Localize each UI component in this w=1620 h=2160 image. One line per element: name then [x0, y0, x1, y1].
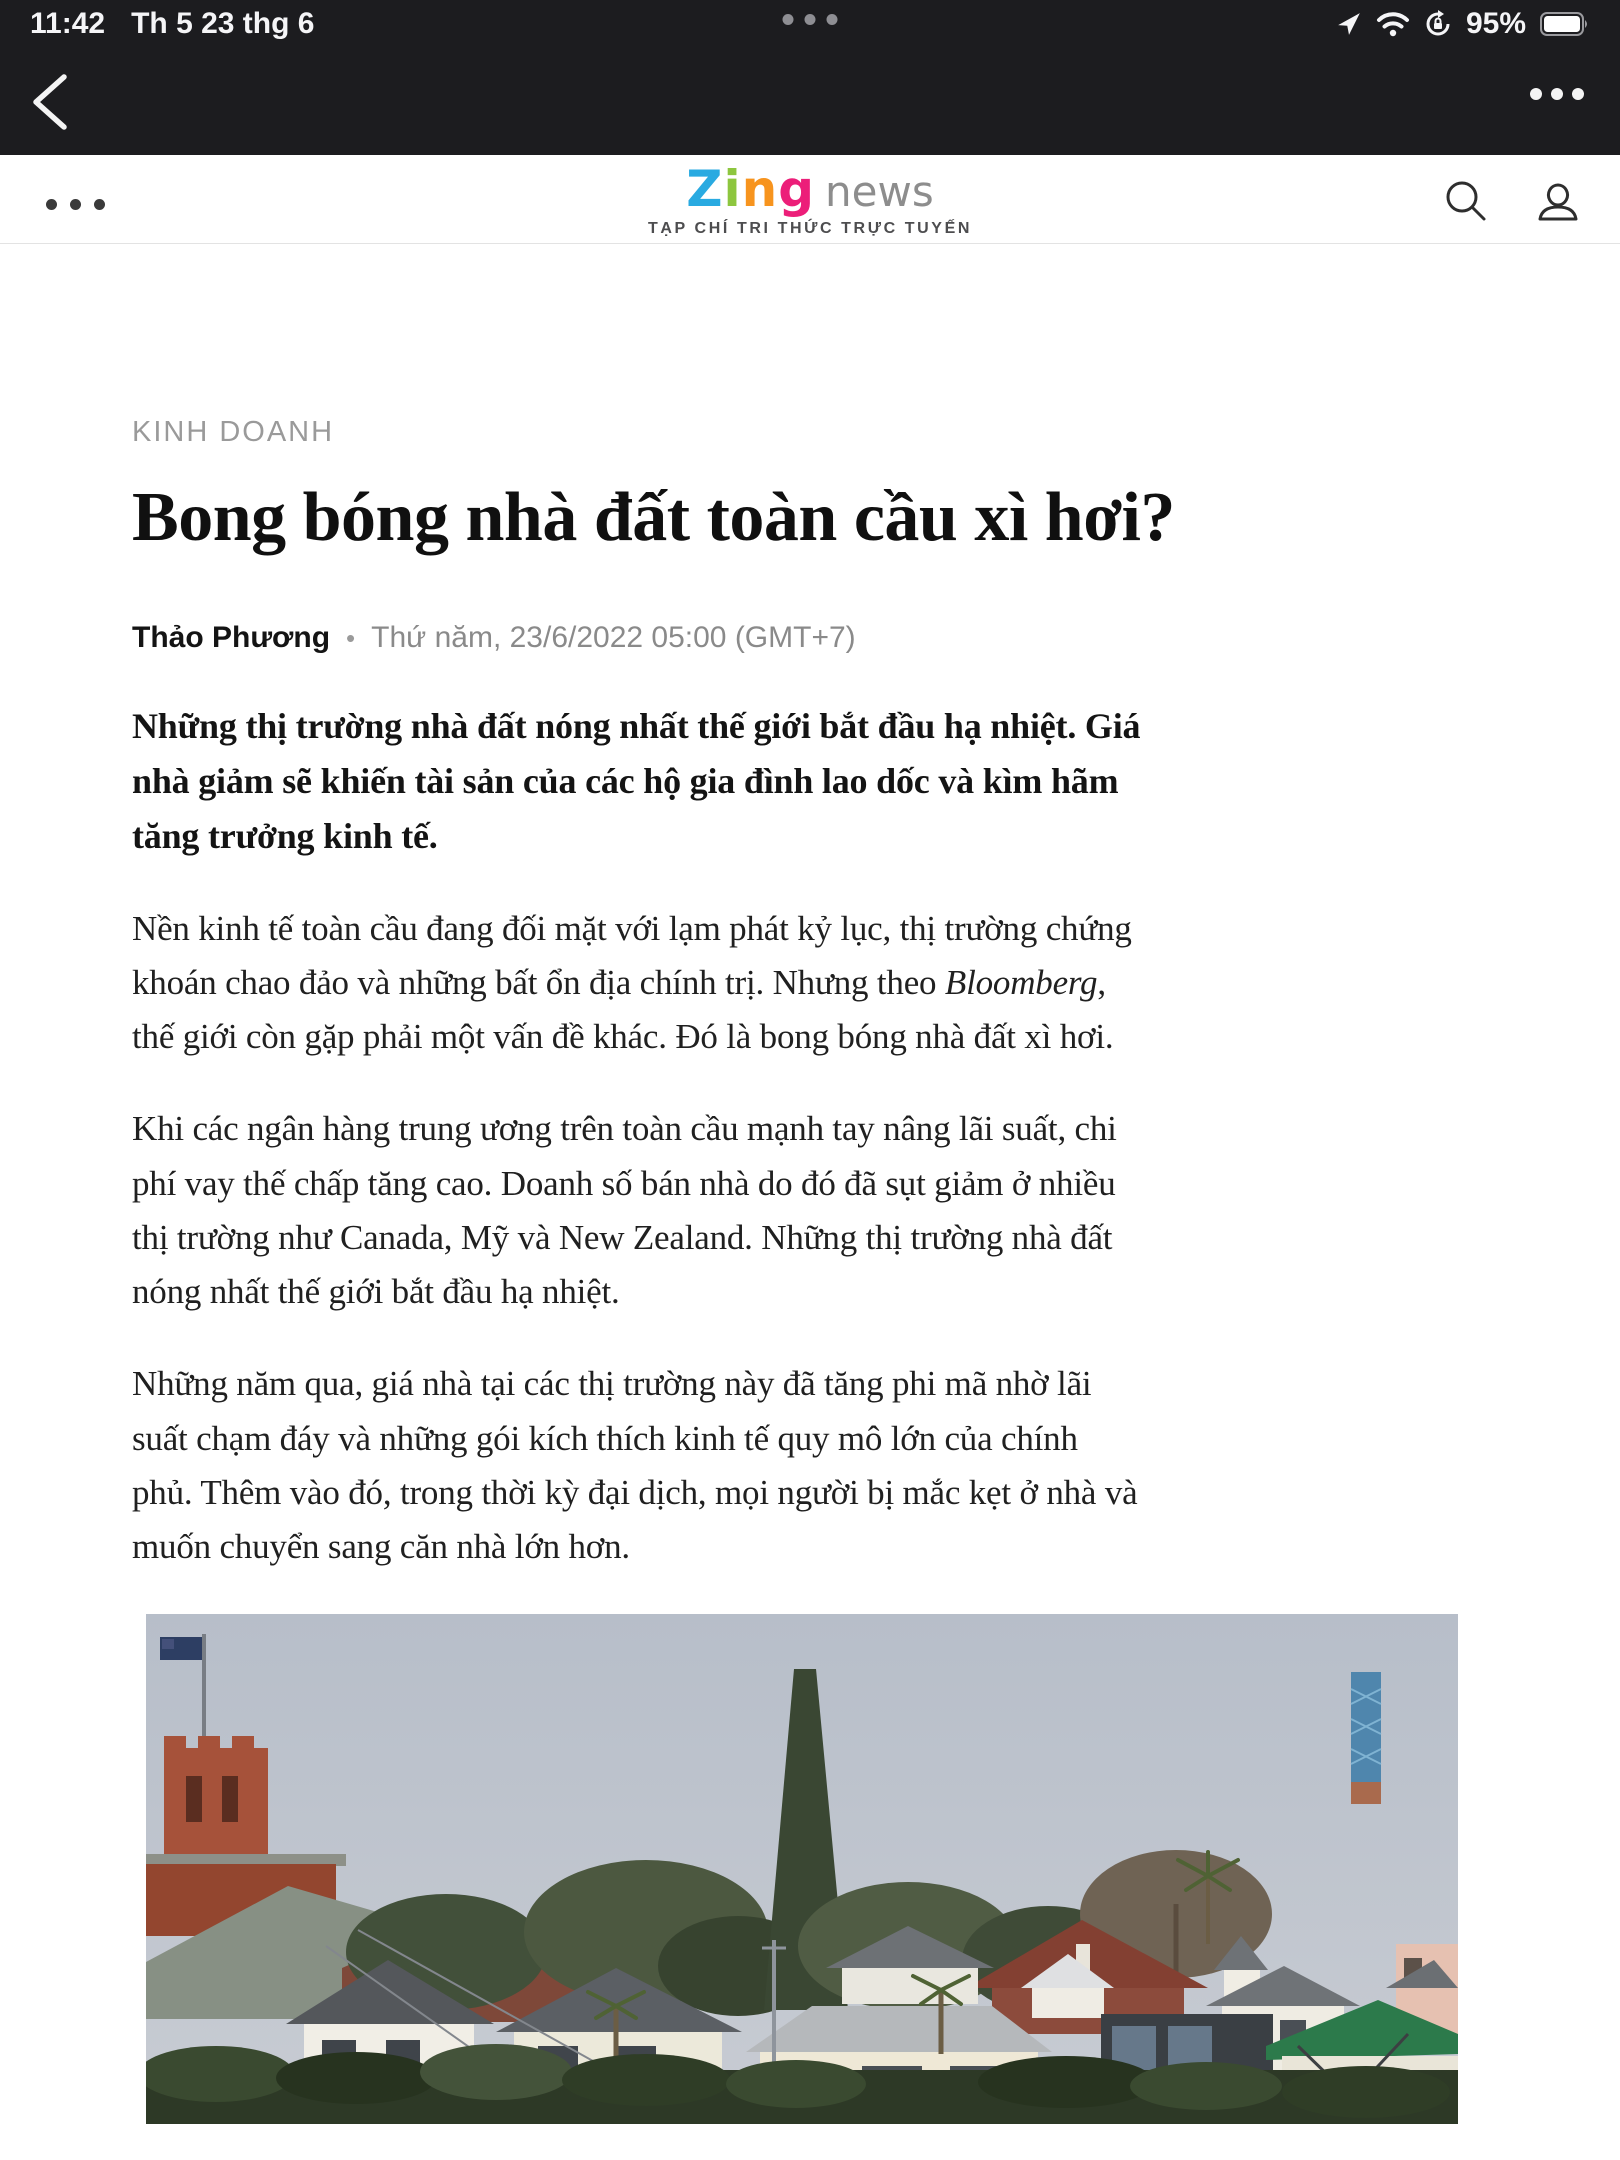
byline-separator: • [346, 622, 356, 653]
more-options-button[interactable] [1530, 88, 1584, 100]
article-title: Bong bóng nhà đất toàn cầu xì hơi? [132, 479, 1175, 556]
hillside-houses-illustration [146, 1614, 1458, 2124]
article-paragraph: Khi các ngân hàng trung ương trên toàn cầu mạnh tay nâng lãi suất, chi phí vay thế chấp tăng cao. Doanh số bán nhà do đó đã sụt giảm ở nhiều thị trường như Canada, Mỹ và New Zealand. Những thị trường nhà đất nóng nhất thế giới bắt đầu hạ nhiệt. [132, 1109, 1117, 1312]
zing-logo-tagline: TẠP CHÍ TRI THỨC TRỰC TUYẾN [647, 220, 973, 237]
byline [132, 621, 1620, 655]
search-button[interactable] [1444, 179, 1488, 223]
back-button[interactable] [30, 74, 70, 130]
author-name[interactable]: Thảo Phương [132, 621, 331, 655]
article-body [132, 902, 1620, 1575]
article-lead: Những thị trường nhà đất nóng nhất thế giới bắt đầu hạ nhiệt. Giá nhà giảm sẽ khiến tài sản của các hộ gia đình lao dốc và kìm hãm tăng trưởng kinh tế. [132, 706, 1141, 856]
account-button[interactable] [1536, 179, 1580, 223]
wifi-icon [1376, 11, 1410, 37]
browser-nav-bar [0, 48, 1620, 155]
battery-icon [1540, 11, 1590, 37]
zing-logo-letters: Zing [686, 160, 816, 218]
status-date: Th 5 23 thg 6 [131, 7, 315, 40]
article-paragraph: Nền kinh tế toàn cầu đang đối mặt với lạm phát kỷ lục, thị trường chứng khoán chao đảo và những bất ổn địa chính trị. Nhưng theo Bloomberg, thế giới còn gặp phải một vấn đề khác. Đó là bong bóng nhà đất xì hơi. [132, 908, 1132, 1057]
menu-button[interactable] [46, 199, 105, 210]
publish-date: Thứ năm, 23/6/2022 05:00 (GMT+7) [371, 621, 856, 655]
article-paragraph: Những năm qua, giá nhà tại các thị trường này đã tăng phi mã nhờ lãi suất chạm đáy và những gói kích thích kinh tế quy mô lớn của chính phủ. Thêm vào đó, trong thời kỳ đại dịch, mọi người bị mắc kẹt ở nhà và muốn chuyển sang căn nhà lớn hơn. [132, 1364, 1138, 1567]
status-time: 11:42 [30, 7, 106, 40]
article [0, 244, 1620, 2124]
site-header [0, 155, 1620, 244]
battery-percent: 95% [1465, 7, 1526, 40]
status-bar [0, 0, 1620, 48]
zing-logo-news: news [825, 167, 934, 216]
zing-logo[interactable] [647, 160, 973, 238]
article-photo [146, 1614, 1458, 2124]
rotation-lock-icon [1424, 10, 1452, 38]
zing-logo-word [648, 160, 972, 218]
category-label[interactable]: KINH DOANH [132, 416, 335, 448]
location-icon [1336, 11, 1362, 37]
multitask-dots-icon [783, 14, 838, 25]
